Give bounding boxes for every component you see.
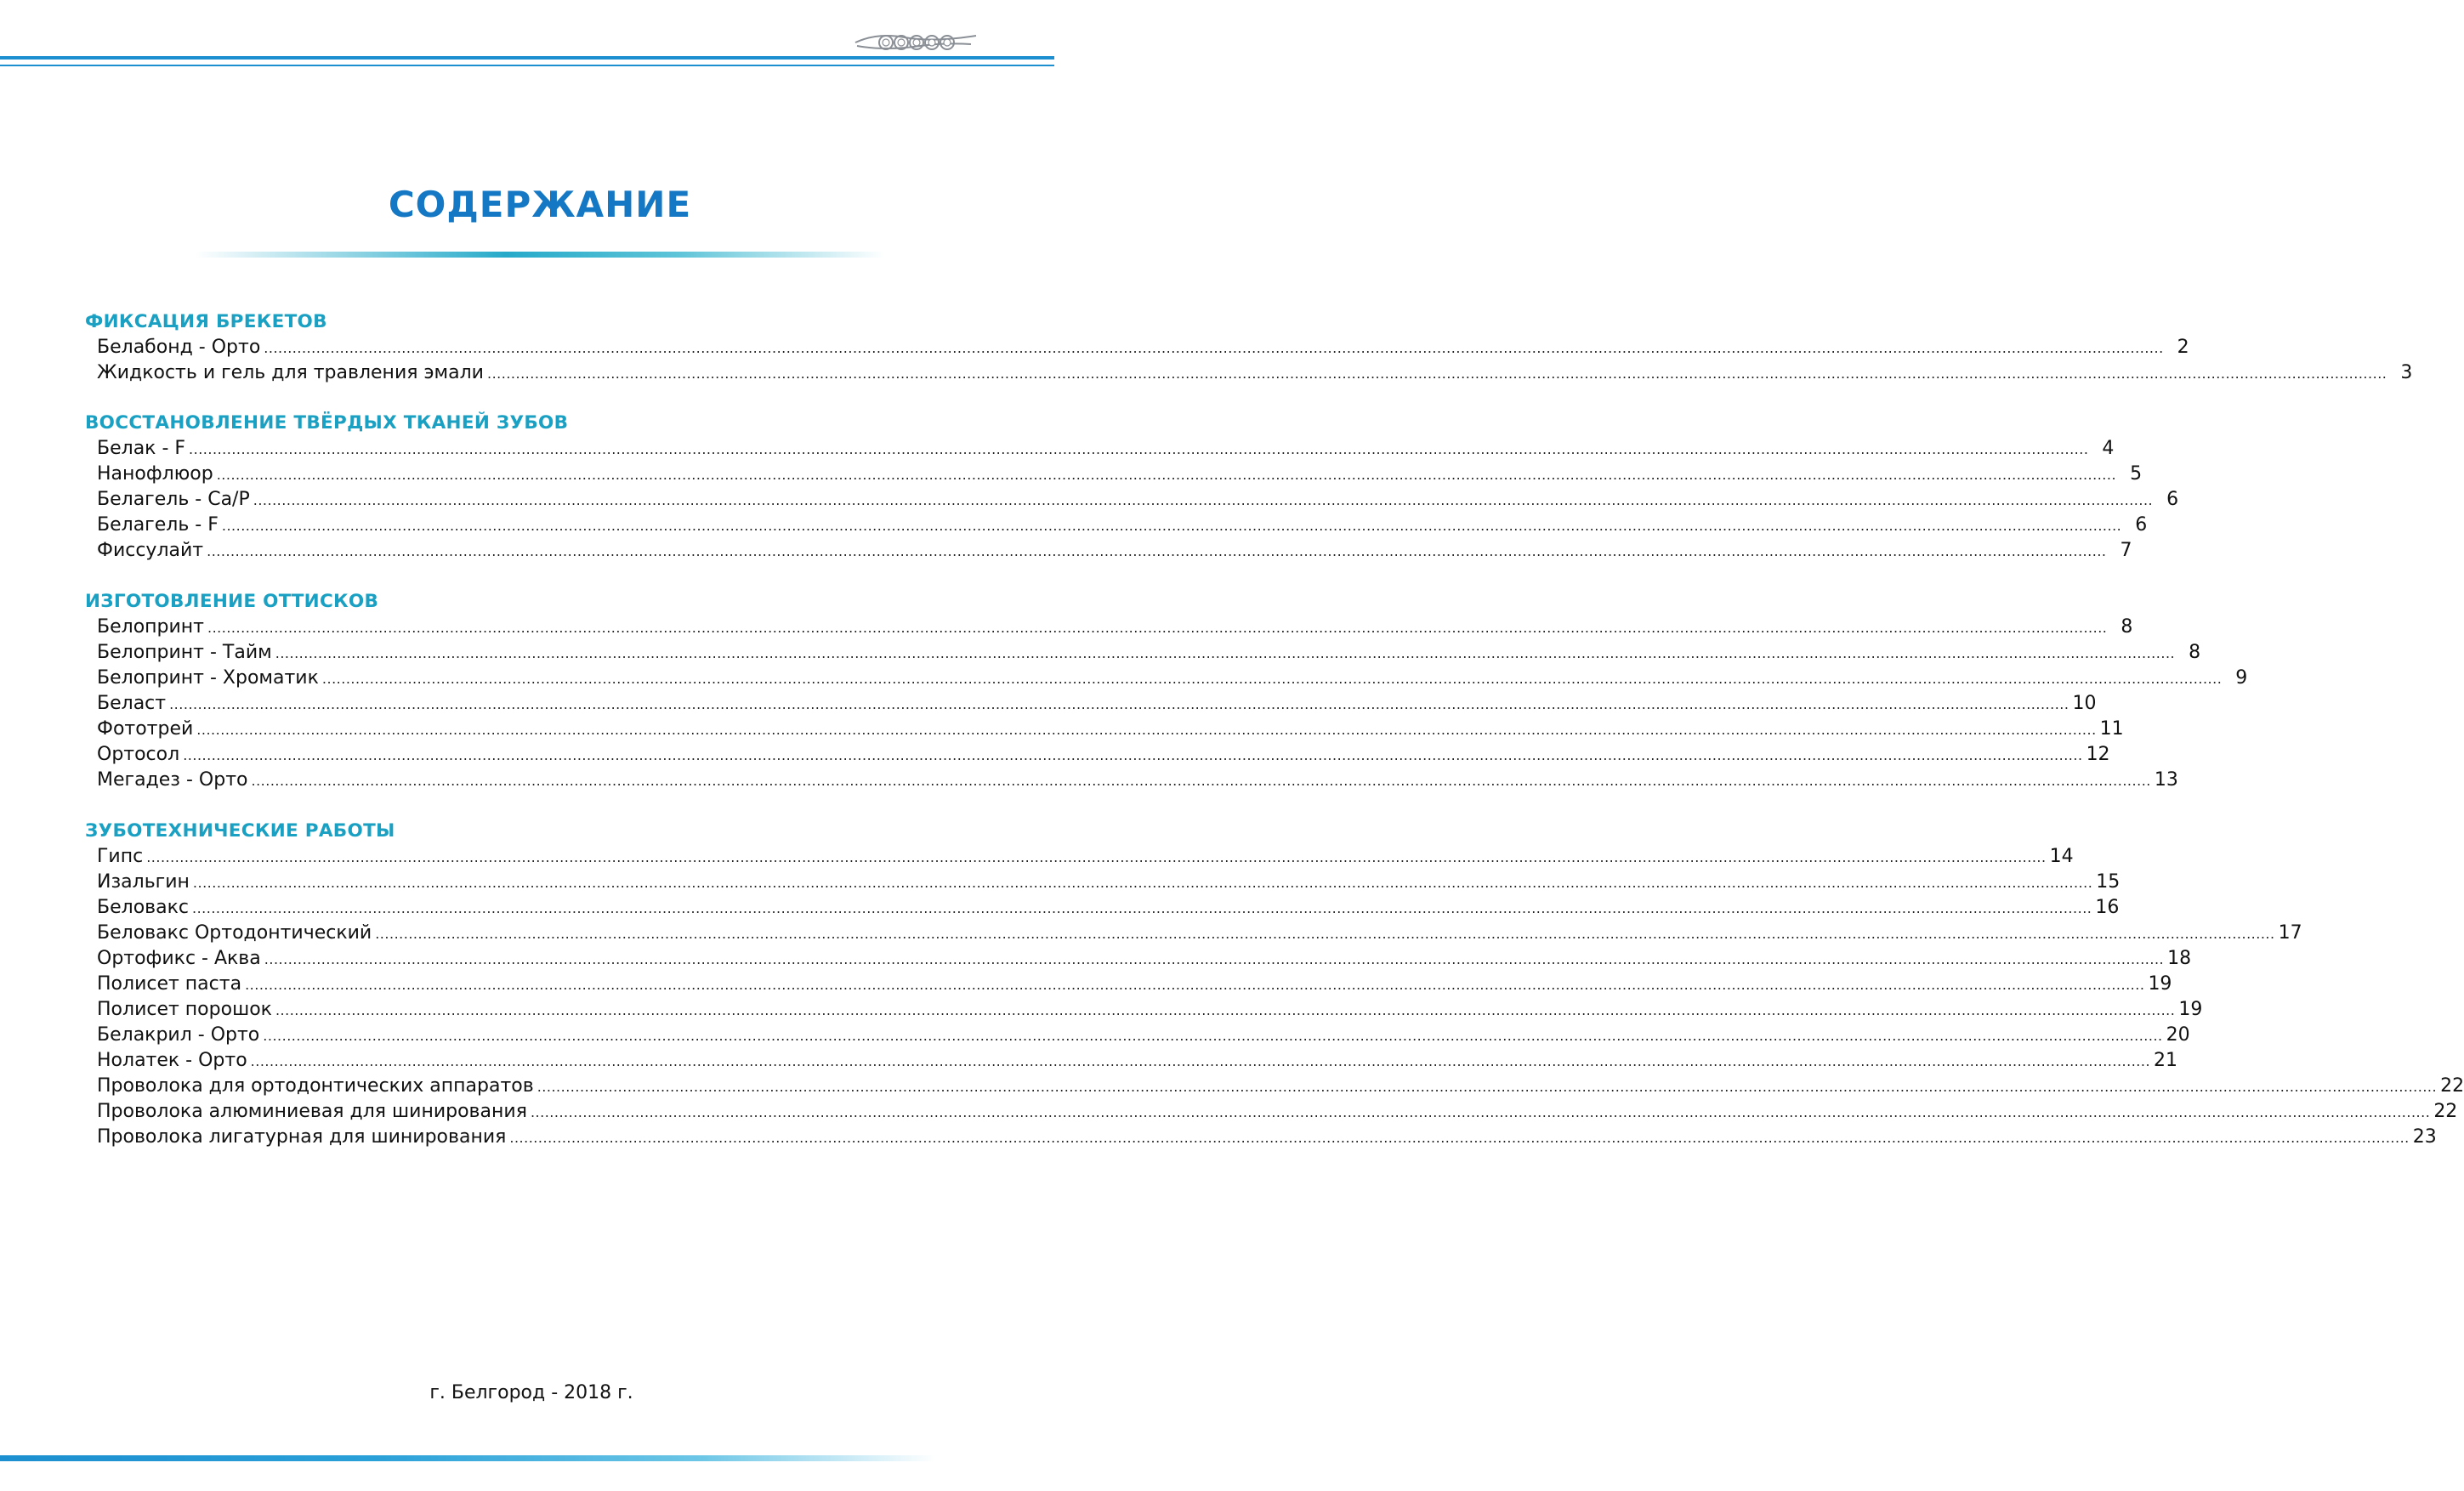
footer-rule — [0, 1455, 935, 1461]
toc-entry-label: Беловакс Ортодонтический — [97, 922, 372, 944]
toc-dot-leader: ................................................................................................................................................................................................................................................................................................................................................................................................................ — [537, 1079, 2438, 1095]
toc-entry[interactable] — [97, 616, 2133, 642]
toc-entry-page-number: 17 — [2278, 922, 2302, 944]
toc-entry-page-number: 21 — [2154, 1050, 2178, 1071]
header-rule-thin — [0, 65, 1054, 66]
toc-entry[interactable] — [97, 999, 2203, 1024]
toc-entry[interactable] — [97, 1075, 2464, 1101]
toc-entry-page-number: 3 — [2400, 362, 2413, 383]
toc-entry[interactable] — [97, 948, 2192, 973]
toc-entry-label: Изальгин — [97, 871, 190, 893]
section-title: ФИКСАЦИЯ БРЕКЕТОВ — [85, 311, 327, 332]
toc-entry-label: Нанофлюор — [97, 463, 213, 485]
toc-dot-leader: ................................................................................................................................................................................................................................................................................................................................................................................................................ — [530, 1104, 2431, 1120]
toc-dot-leader: ................................................................................................................................................................................................................................................................................................................................................................................................................ — [251, 773, 2151, 789]
toc-entry[interactable] — [97, 337, 2189, 362]
toc-entry[interactable] — [97, 1024, 2190, 1050]
toc-entry-page-number: 11 — [2099, 718, 2124, 740]
toc-entry-label: Жидкость и гель для травления эмали — [97, 362, 484, 383]
toc-entry-label: Ортофикс - Аква — [97, 948, 261, 969]
toc-entry[interactable] — [97, 489, 2179, 514]
toc-dot-leader: ................................................................................................................................................................................................................................................................................................................................................................................................................ — [216, 467, 2117, 483]
toc-entry-label: Белагель - Ca/P — [97, 489, 250, 510]
toc-entry-page-number: 6 — [2135, 514, 2148, 536]
toc-entry[interactable] — [97, 693, 2097, 718]
toc-entry-page-number: 14 — [2049, 846, 2074, 867]
toc-entry[interactable] — [97, 973, 2172, 999]
toc-entry[interactable] — [97, 1126, 2437, 1152]
toc-entry[interactable] — [97, 463, 2143, 489]
toc-entry[interactable] — [97, 1050, 2178, 1075]
toc-entry-label: Белабонд - Орто — [97, 337, 261, 358]
toc-entry[interactable] — [97, 769, 2178, 795]
toc-entry-label: Полисет паста — [97, 973, 242, 995]
toc-dot-leader: ................................................................................................................................................................................................................................................................................................................................................................................................................ — [245, 977, 2145, 993]
toc-entry-page-number: 6 — [2166, 489, 2179, 510]
toc-entry[interactable] — [97, 667, 2248, 693]
toc-entry-page-number: 19 — [2178, 999, 2203, 1020]
toc-entry-page-number: 19 — [2148, 973, 2172, 995]
toc-dot-leader: ................................................................................................................................................................................................................................................................................................................................................................................................................ — [192, 875, 2093, 891]
toc-entry-page-number: 15 — [2096, 871, 2121, 893]
title-underline — [196, 252, 884, 258]
toc-entry-label: Проволока алюминиевая для шинирования — [97, 1101, 527, 1122]
toc-entry-page-number: 5 — [2130, 463, 2143, 485]
section-title: ЗУБОТЕХНИЧЕСКИЕ РАБОТЫ — [85, 820, 395, 842]
page-title: СОДЕРЖАНИЕ — [388, 184, 692, 225]
toc-dot-leader: ................................................................................................................................................................................................................................................................................................................................................................................................................ — [207, 543, 2107, 559]
toc-dot-leader: ................................................................................................................................................................................................................................................................................................................................................................................................................ — [253, 492, 2154, 508]
toc-entry-label: Проволока лигатурная для шинирования — [97, 1126, 507, 1148]
footer-city-year: г. Белгород - 2018 г. — [429, 1382, 633, 1403]
toc-entry[interactable] — [97, 871, 2121, 897]
toc-entry-page-number: 8 — [2121, 616, 2133, 638]
toc-dot-leader: ................................................................................................................................................................................................................................................................................................................................................................................................................ — [221, 518, 2122, 534]
toc-entry-page-number: 12 — [2086, 744, 2110, 765]
company-logo-icon — [852, 26, 979, 60]
toc-dot-leader: ................................................................................................................................................................................................................................................................................................................................................................................................................ — [183, 747, 2083, 763]
toc-entry[interactable] — [97, 540, 2132, 565]
toc-entry[interactable] — [97, 514, 2148, 540]
toc-dot-leader: ................................................................................................................................................................................................................................................................................................................................................................................................................ — [196, 722, 2097, 738]
toc-dot-leader: ................................................................................................................................................................................................................................................................................................................................................................................................................ — [250, 1053, 2151, 1069]
toc-entry[interactable] — [97, 922, 2302, 948]
toc-entry-label: Фототрей — [97, 718, 194, 740]
toc-entry-label: Белопринт — [97, 616, 204, 638]
toc-entry-label: Белак - F — [97, 438, 186, 459]
toc-entry-page-number: 18 — [2167, 948, 2192, 969]
toc-entry-label: Гипс — [97, 846, 144, 867]
toc-entry-page-number: 16 — [2095, 897, 2120, 918]
toc-dot-leader: ................................................................................................................................................................................................................................................................................................................................................................................................................ — [264, 951, 2165, 967]
toc-dot-leader: ................................................................................................................................................................................................................................................................................................................................................................................................................ — [486, 366, 2387, 382]
toc-entry-label: Полисет порошок — [97, 999, 272, 1020]
toc-entry[interactable] — [97, 718, 2124, 744]
toc-entry[interactable] — [97, 744, 2110, 769]
toc-entry[interactable] — [97, 846, 2074, 871]
section-title: ИЗГОТОВЛЕНИЕ ОТТИСКОВ — [85, 591, 379, 612]
toc-entry[interactable] — [97, 362, 2413, 388]
toc-entry[interactable] — [97, 642, 2201, 667]
toc-entry-label: Белакрил - Орто — [97, 1024, 260, 1046]
toc-entry[interactable] — [97, 1101, 2458, 1126]
toc-entry-label: Белагель - F — [97, 514, 219, 536]
toc-entry-page-number: 22 — [2433, 1101, 2458, 1122]
toc-entry[interactable] — [97, 897, 2120, 922]
toc-dot-leader: ................................................................................................................................................................................................................................................................................................................................................................................................................ — [191, 900, 2092, 916]
toc-dot-leader: ................................................................................................................................................................................................................................................................................................................................................................................................................ — [146, 849, 2047, 865]
toc-dot-leader: ................................................................................................................................................................................................................................................................................................................................................................................................................ — [169, 696, 2069, 712]
toc-entry-label: Проволока для ортодонтических аппаратов — [97, 1075, 534, 1097]
toc-entry-label: Фиссулайт — [97, 540, 204, 561]
toc-entry-page-number: 23 — [2412, 1126, 2437, 1148]
toc-dot-leader: ................................................................................................................................................................................................................................................................................................................................................................................................................ — [189, 441, 2089, 457]
toc-entry-label: Белопринт - Хроматик — [97, 667, 319, 689]
toc-entry-page-number: 4 — [2102, 438, 2115, 459]
toc-dot-leader: ................................................................................................................................................................................................................................................................................................................................................................................................................ — [275, 1002, 2176, 1018]
toc-entry-page-number: 13 — [2154, 769, 2178, 791]
toc-entry-page-number: 2 — [2177, 337, 2189, 358]
toc-dot-leader: ................................................................................................................................................................................................................................................................................................................................................................................................................ — [207, 620, 2108, 636]
toc-entry-label: Ортосол — [97, 744, 180, 765]
toc-entry-page-number: 10 — [2072, 693, 2097, 714]
toc-dot-leader: ................................................................................................................................................................................................................................................................................................................................................................................................................ — [321, 671, 2223, 687]
toc-entry-label: Мегадез - Орто — [97, 769, 248, 791]
toc-entry-label: Беловакс — [97, 897, 189, 918]
toc-entry-label: Беласт — [97, 693, 167, 714]
toc-dot-leader: ................................................................................................................................................................................................................................................................................................................................................................................................................ — [375, 926, 2275, 942]
toc-entry[interactable] — [97, 438, 2115, 463]
toc-dot-leader: ................................................................................................................................................................................................................................................................................................................................................................................................................ — [263, 1028, 2163, 1044]
toc-entry-label: Белопринт - Тайм — [97, 642, 272, 663]
toc-entry-page-number: 8 — [2189, 642, 2201, 663]
toc-dot-leader: ................................................................................................................................................................................................................................................................................................................................................................................................................ — [509, 1130, 2410, 1146]
toc-entry-page-number: 9 — [2235, 667, 2248, 689]
toc-entry-page-number: 7 — [2120, 540, 2132, 561]
section-title: ВОССТАНОВЛЕНИЕ ТВЁРДЫХ ТКАНЕЙ ЗУБОВ — [85, 412, 569, 434]
toc-entry-label: Нолатек - Орто — [97, 1050, 247, 1071]
toc-entry-page-number: 22 — [2440, 1075, 2464, 1097]
toc-dot-leader: ................................................................................................................................................................................................................................................................................................................................................................................................................ — [264, 340, 2164, 356]
toc-dot-leader: ................................................................................................................................................................................................................................................................................................................................................................................................................ — [275, 645, 2176, 661]
toc-entry-page-number: 20 — [2166, 1024, 2190, 1046]
